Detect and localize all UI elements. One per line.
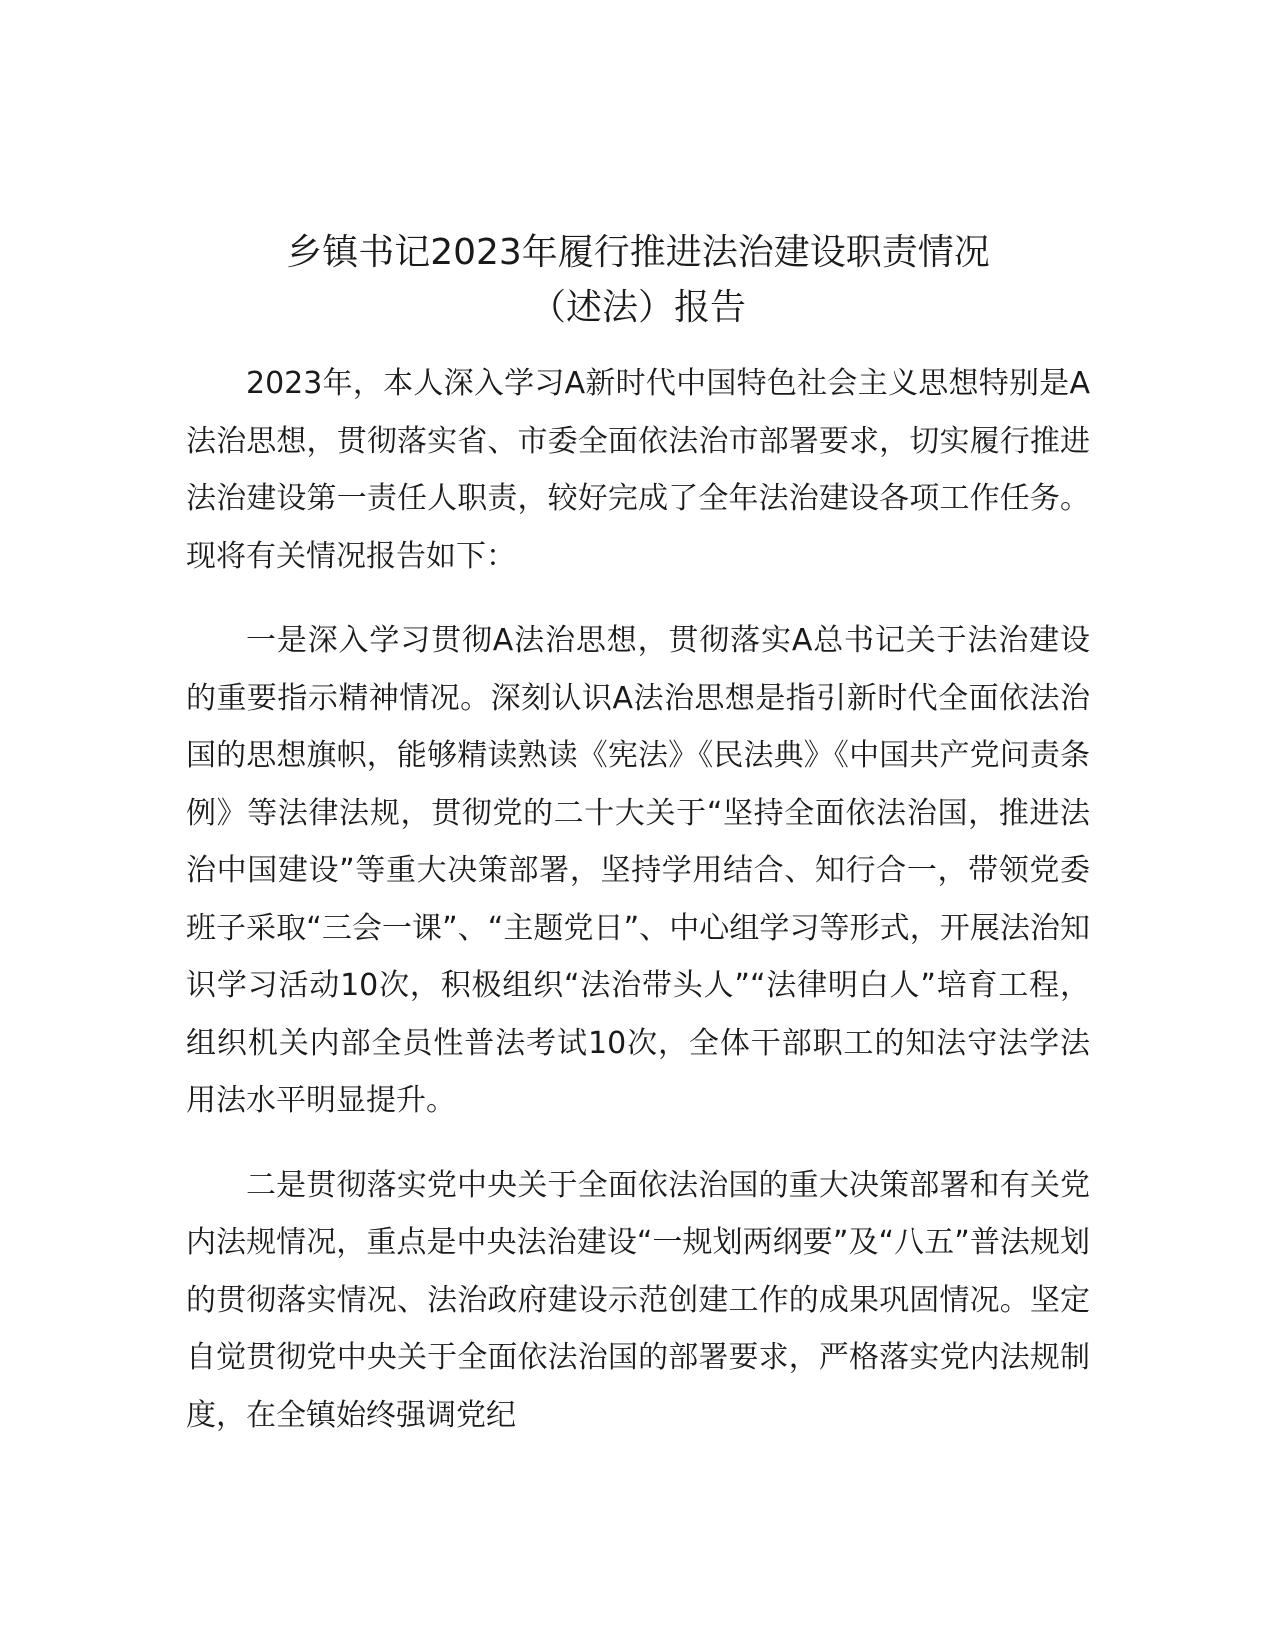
paragraph-section-2: 二是贯彻落实党中央关于全面依法治国的重大决策部署和有关党内法规情况，重点是中央法治建设“一规划两纲要”及“八五”普法规划的贯彻落实情况、法治政府建设示范创建工作的成果巩固情况。坚定自觉贯彻党中央关于全面依法治国的部署要求，严格落实党内法规制度，在全镇始终强调党纪 [186,1167,1090,1433]
paragraph-section-1: 一是深入学习贯彻A法治思想，贯彻落实A总书记关于法治建设的重要指示精神情况。深刻认识A法治思想是指引新时代全面依法治国的思想旗帜，能够精读熟读《宪法》《民法典》《中国共产党问责条例》等法律法规，贯彻党的二十大关于“坚持全面依法治国，推进法治中国建设”等重大决策部署，坚持学用结合、知行合一，带领党委班子采取“三会一课”、“主题党日”、中心组学习等形式，开展法治知识学习活动10次，积极组织“法治带头人”“法律明白人”培育工程，组织机关内部全员性普法考试10次，全体干部职工的知法守法学法用法水平明显提升。 [186,623,1090,1118]
title-line-2: （述法）报告 [529,287,746,328]
title-line-1: 乡镇书记2023年履行推进法治建设职责情况 [286,232,990,273]
document-body [186,355,1090,1444]
document-title [186,225,1090,335]
document-page [186,225,1090,1471]
paragraph-intro: 2023年，本人深入学习A新时代中国特色社会主义思想特别是A法治思想，贯彻落实省、市委全面依法治市部署要求，切实履行推进法治建设第一责任人职责，较好完成了全年法治建设各项工作任务。现将有关情况报告如下： [186,366,1090,574]
